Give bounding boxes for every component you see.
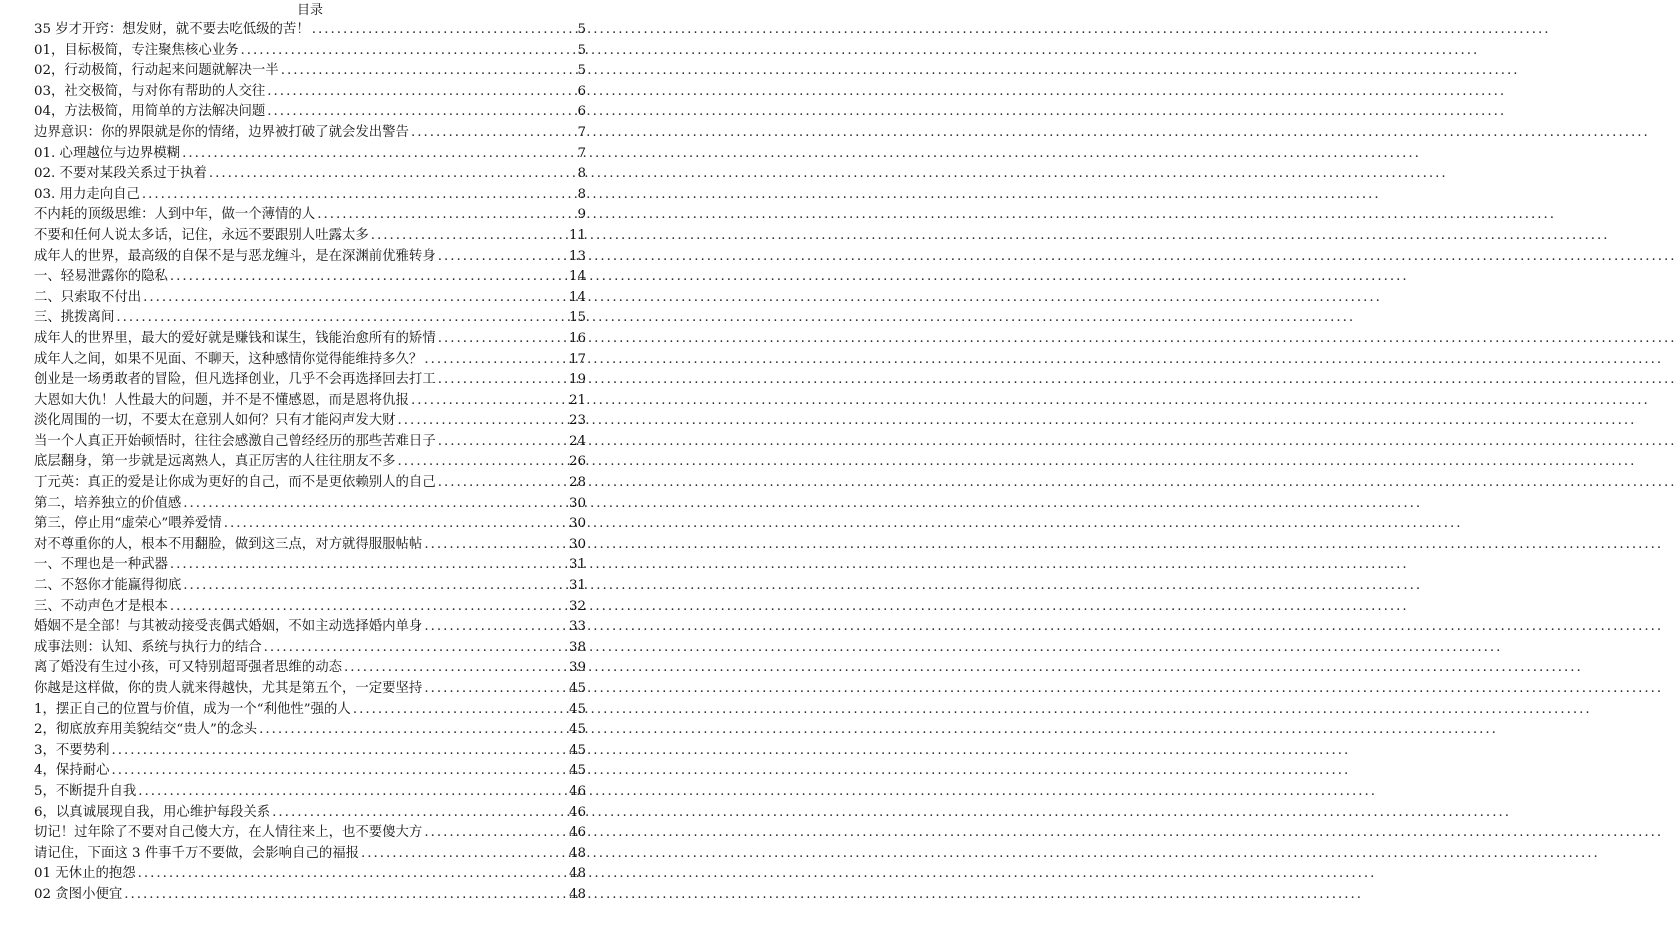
toc-entry[interactable] (34, 576, 586, 597)
toc-entry-page: 46 (568, 825, 586, 841)
toc-entry[interactable] (34, 82, 586, 103)
toc-entry-page: 13 (568, 248, 586, 264)
toc-entry[interactable] (34, 844, 586, 865)
toc-entry-page: 7 (577, 124, 586, 140)
toc-title: 目录 (296, 3, 323, 18)
toc-leader-dots (438, 370, 567, 391)
toc-entry-title: 04，方法极简，用简单的方法解决问题 (34, 104, 266, 120)
toc-leader-dots (124, 885, 567, 906)
toc-entry-title: 6，以真诚展现自我，用心维护每段关系 (34, 804, 271, 820)
toc-entry-page: 39 (568, 660, 586, 676)
toc-page (0, 0, 632, 941)
toc-entry[interactable] (34, 803, 586, 824)
toc-entry-title: 03. 用力走向自己 (34, 186, 140, 202)
toc-entry-page: 45 (568, 742, 586, 758)
toc-entry-page: 38 (568, 639, 586, 655)
toc-entry[interactable] (34, 823, 586, 844)
toc-entry[interactable] (34, 494, 586, 515)
toc-entry-title: 3，不要势利 (34, 742, 110, 758)
toc-entry[interactable] (34, 370, 586, 391)
toc-entry[interactable] (34, 102, 586, 123)
toc-entry[interactable] (34, 432, 586, 453)
toc-entry[interactable] (34, 741, 586, 762)
toc-leader-dots (111, 761, 566, 782)
toc-entry-title: 第三，停止用“虚荣心”喂养爱情 (34, 516, 222, 532)
toc-leader-dots (353, 700, 567, 721)
toc-leader-dots (183, 494, 567, 515)
toc-entry[interactable] (34, 617, 586, 638)
toc-entry-page: 45 (568, 681, 586, 696)
toc-entry-page: 19 (568, 372, 586, 388)
toc-entry[interactable] (34, 164, 586, 185)
toc-entry[interactable] (34, 411, 586, 432)
toc-leader-dots (438, 329, 567, 350)
toc-entry-page: 5 (577, 42, 586, 58)
toc-entry-page: 46 (568, 804, 586, 820)
toc-entry-page: 14 (568, 289, 586, 305)
toc-leader-dots (182, 144, 575, 165)
toc-leader-dots (111, 741, 566, 762)
toc-leader-dots (398, 411, 567, 432)
toc-leader-dots (170, 597, 567, 618)
toc-entry[interactable] (34, 514, 586, 535)
toc-entry[interactable] (34, 329, 586, 350)
toc-entry[interactable] (34, 535, 586, 556)
toc-entry-page: 48 (568, 866, 586, 882)
toc-entry-title: 创业是一场勇敢者的冒险，但凡选择创业，几乎不会再选择回去打工 (34, 372, 436, 388)
toc-entry-page: 6 (577, 104, 586, 120)
toc-entry-title: 二、不怒你才能赢得彻底 (34, 578, 182, 594)
toc-entry-page: 7 (577, 145, 586, 161)
toc-entry-title: 三、挑拨离间 (34, 310, 115, 326)
toc-entry-page: 30 (568, 495, 586, 511)
toc-leader-dots (424, 617, 567, 638)
toc-leader-dots (116, 308, 567, 329)
toc-leader-dots (438, 473, 567, 494)
toc-entry-title: 第二，培养独立的价值感 (34, 495, 182, 511)
toc-entry[interactable] (34, 350, 586, 371)
toc-leader-dots (183, 576, 567, 597)
toc-entry-page: 32 (568, 598, 586, 614)
toc-leader-dots (398, 452, 567, 473)
toc-entry-title: 5，不断提升自我 (34, 783, 137, 799)
toc-entry-page: 5 (577, 22, 586, 37)
toc-leader-dots (209, 164, 576, 185)
toc-leader-dots (312, 20, 576, 41)
toc-entry[interactable] (34, 185, 586, 206)
toc-entry-title: 02，行动极简，行动起来问题就解决一半 (34, 63, 279, 79)
toc-leader-dots (142, 185, 576, 206)
toc-entry-page: 21 (568, 392, 586, 408)
toc-entry-page: 8 (577, 166, 586, 182)
toc-entry-page: 45 (568, 763, 586, 779)
toc-entry[interactable] (34, 288, 586, 309)
toc-entry-page: 30 (568, 516, 586, 532)
toc-entry-page: 8 (577, 186, 586, 202)
toc-entry[interactable] (34, 761, 586, 782)
toc-entry-title: 丁元英：真正的爱是让你成为更好的自己，而不是更依赖别人的自己 (34, 475, 436, 491)
toc-entry-title: 4，保持耐心 (34, 763, 110, 779)
toc-entry[interactable] (34, 205, 586, 226)
toc-entry-page: 48 (568, 886, 586, 902)
toc-leader-dots (411, 391, 567, 412)
toc-entry-title: 01. 心理越位与边界模糊 (34, 145, 181, 161)
toc-leader-dots (438, 247, 567, 268)
toc-entry[interactable] (34, 885, 586, 906)
toc-leader-dots (272, 803, 567, 824)
toc-entry[interactable] (34, 679, 586, 700)
toc-entry[interactable] (34, 658, 586, 679)
toc-entry[interactable] (34, 247, 586, 268)
toc-entry-title: 你越是这样做，你的贵人就来得越快，尤其是第五个，一定要坚持 (34, 681, 423, 696)
toc-entry[interactable] (34, 144, 586, 165)
toc-entry-page: 11 (568, 227, 586, 243)
toc-entry[interactable] (34, 638, 586, 659)
toc-entry-title: 离了婚没有生过小孩，可又特别超哥强者思维的动态 (34, 660, 342, 676)
toc-leader-dots (371, 226, 567, 247)
toc-leader-dots (424, 535, 567, 556)
toc-entry-title: 不内耗的顶级思维：人到中年，做一个薄情的人 (34, 207, 316, 223)
toc-entry[interactable] (34, 226, 586, 247)
toc-entry[interactable] (34, 700, 586, 721)
toc-entry-title: 三、不动声色才是根本 (34, 598, 168, 614)
toc-entry-page: 15 (568, 310, 586, 326)
toc-entry[interactable] (34, 555, 586, 576)
toc-entry-title: 成事法则：认知、系统与执行力的结合 (34, 639, 262, 655)
toc-leader-dots (317, 205, 575, 226)
toc-leader-dots (259, 720, 567, 741)
toc-entry-page: 24 (568, 433, 586, 449)
toc-entry-page: 9 (577, 207, 586, 223)
toc-entry-title: 二、只索取不付出 (34, 289, 142, 305)
toc-entry-title: 1，摆正自己的位置与价值，成为一个“利他性”强的人 (34, 701, 351, 717)
toc-entry-title: 01，目标极简，专注聚焦核心业务 (34, 42, 239, 58)
toc-entry-page: 48 (568, 845, 586, 861)
toc-entry-title: 对不尊重你的人，根本不用翻脸，做到这三点，对方就得服服帖帖 (34, 536, 423, 552)
toc-entry-page: 5 (577, 63, 586, 79)
toc-entry[interactable] (34, 308, 586, 329)
toc-entry-page: 14 (568, 269, 586, 285)
toc-leader-dots (411, 123, 576, 144)
toc-entry-page: 17 (568, 351, 586, 367)
toc-leader-dots (281, 61, 576, 82)
toc-entry-title: 成年人的世界，最高级的自保不是与恶龙缠斗，是在深渊前优雅转身 (34, 248, 436, 264)
toc-leader-dots (264, 638, 567, 659)
toc-leader-dots (361, 844, 567, 865)
toc-entry-page: 28 (568, 475, 586, 491)
toc-entry-title: 请记住，下面这 3 件事千万不要做，会影响自己的福报 (34, 845, 360, 861)
toc-entry[interactable] (34, 41, 586, 62)
toc-leader-dots (424, 679, 567, 700)
toc-entry-title: 01 无休止的抱怨 (34, 866, 136, 882)
toc-entry[interactable] (34, 123, 586, 144)
toc-entry-page: 46 (568, 783, 586, 799)
toc-entry[interactable] (34, 597, 586, 618)
toc-entry-title: 淡化周围的一切，不要太在意别人如何？只有才能闷声发大财 (34, 413, 396, 429)
toc-leader-dots (424, 823, 567, 844)
toc-leader-dots (438, 432, 567, 453)
toc-leader-dots (138, 782, 567, 803)
toc-entry-title: 不要和任何人说太多话，记住，永远不要跟别人吐露太多 (34, 227, 369, 243)
toc-entry-title: 切记！过年除了不要对自己傻大方，在人情往来上，也不要傻大方 (34, 825, 423, 841)
toc-entry[interactable] (34, 473, 586, 494)
toc-entry[interactable] (34, 61, 586, 82)
toc-entry-title: 当一个人真正开始顿悟时，往往会感激自己曾经经历的那些苦难日子 (34, 433, 436, 449)
toc-leader-dots (138, 864, 567, 885)
toc-entry-page: 31 (568, 557, 586, 573)
toc-entry-page: 45 (568, 722, 586, 738)
toc-entry[interactable] (34, 782, 586, 803)
toc-leader-dots (224, 514, 567, 535)
toc-entry-page: 31 (568, 578, 586, 594)
toc-entry-title: 婚姻不是全部！与其被动接受丧偶式婚姻，不如主动选择婚内单身 (34, 619, 423, 635)
toc-entry-title: 边界意识：你的界限就是你的情绪，边界被打破了就会发出警告 (34, 124, 409, 140)
toc-entry[interactable] (34, 864, 586, 885)
toc-entry-title: 02. 不要对某段关系过于执着 (34, 166, 207, 182)
toc-entry-title: 成年人的世界里，最大的爱好就是赚钱和谋生，钱能治愈所有的矫情 (34, 330, 436, 346)
toc-entry-page: 33 (568, 619, 586, 635)
toc-entry-title: 一、轻易泄露你的隐私 (34, 269, 168, 285)
toc-leader-dots (143, 288, 567, 309)
toc-entry-title: 02 贪图小便宜 (34, 886, 123, 902)
toc-entry[interactable] (34, 20, 586, 41)
toc-entry[interactable] (34, 452, 586, 473)
toc-entry-page: 6 (577, 83, 586, 99)
toc-leader-dots (424, 350, 567, 371)
toc-entry[interactable] (34, 391, 586, 412)
toc-entry-title: 35 岁才开窍：想发财，就不要去吃低级的苦！ (34, 22, 310, 37)
toc-entry-title: 2，彻底放弃用美貌结交“贵人”的念头 (34, 722, 258, 738)
toc-entry-page: 16 (568, 330, 586, 346)
toc-entry-title: 底层翻身，第一步就是远离熟人，真正厉害的人往往朋友不多 (34, 454, 396, 470)
toc-entry-page: 30 (568, 536, 586, 552)
toc-entry-title: 03，社交极简，与对你有帮助的人交往 (34, 83, 266, 99)
toc-leader-dots (241, 41, 576, 62)
toc-entry-page: 26 (568, 454, 586, 470)
toc-leader-dots (267, 102, 575, 123)
toc-entry-page: 45 (568, 701, 586, 717)
toc-entry-title: 一、不理也是一种武器 (34, 557, 168, 573)
toc-leader-dots (344, 658, 567, 679)
toc-list (34, 20, 586, 906)
toc-entry[interactable] (34, 720, 586, 741)
toc-leader-dots (170, 267, 567, 288)
toc-entry-title: 成年人之间，如果不见面、不聊天，这种感情你觉得能维持多久？ (34, 351, 423, 367)
toc-leader-dots (267, 82, 575, 103)
toc-entry[interactable] (34, 267, 586, 288)
toc-leader-dots (170, 555, 567, 576)
toc-entry-page: 23 (568, 413, 586, 429)
toc-entry-title: 大恩如大仇！人性最大的问题，并不是不懂感恩，而是恩将仇报 (34, 392, 409, 408)
